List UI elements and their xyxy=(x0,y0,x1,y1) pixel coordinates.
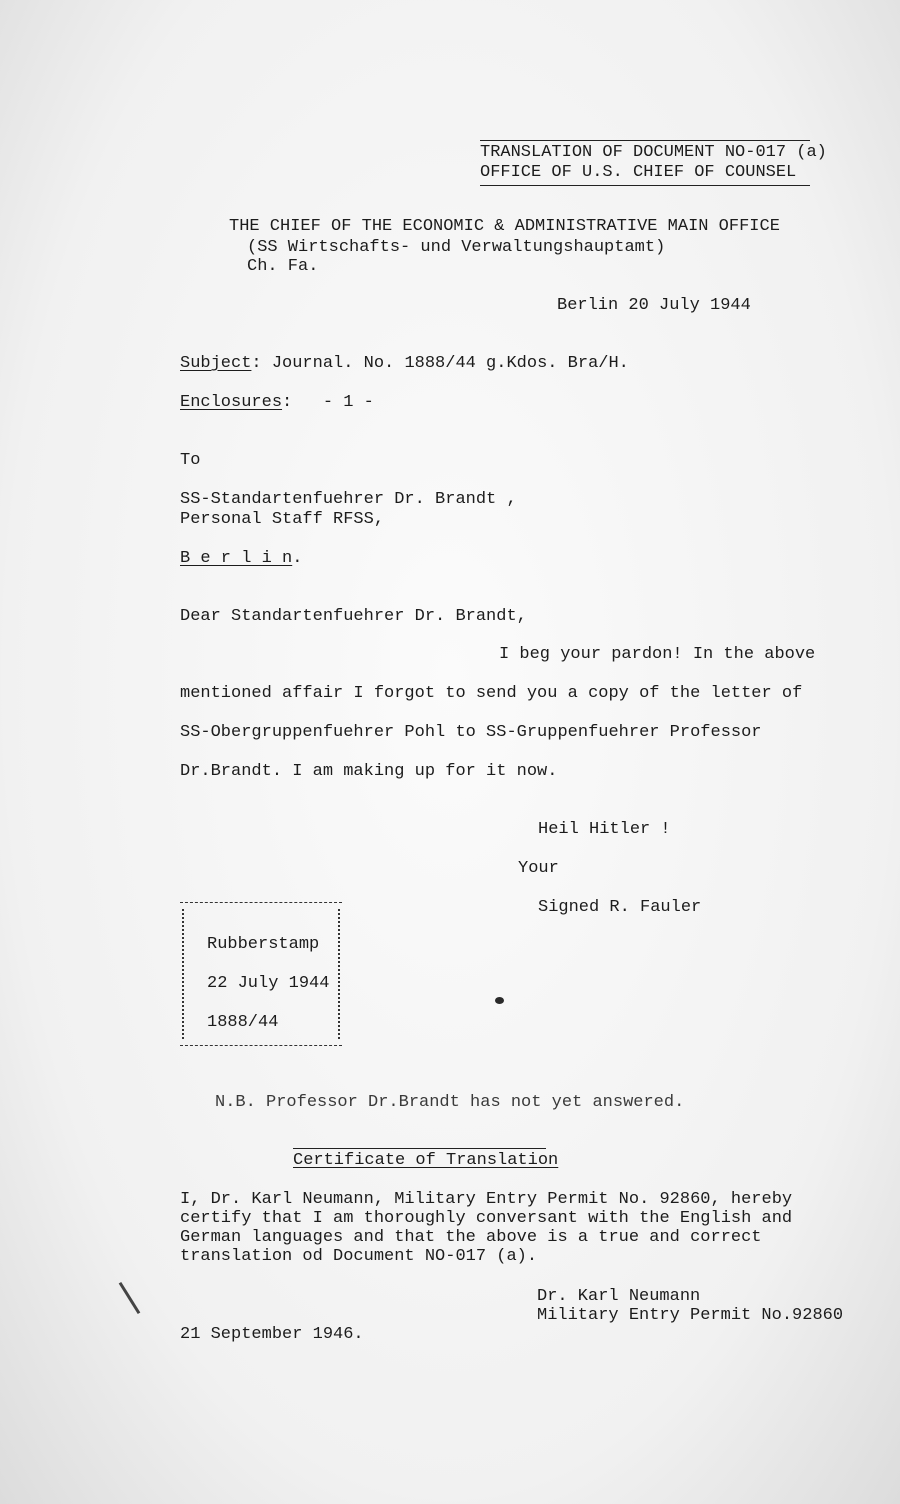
certificate-signer-name: Dr. Karl Neumann xyxy=(537,1287,701,1306)
certificate-title: Certificate of Translation xyxy=(293,1151,559,1170)
office-title: THE CHIEF OF THE ECONOMIC & ADMINISTRATIVE MAIN OFFICE xyxy=(229,217,780,236)
header-translation-line: TRANSLATION OF DOCUMENT NO-017 (a) xyxy=(480,143,827,162)
stamp-label: Rubberstamp xyxy=(207,935,320,954)
pen-stroke-mark xyxy=(119,1282,141,1314)
subject-label: Subject xyxy=(180,354,252,373)
certificate-signer-permit: Military Entry Permit No.92860 xyxy=(537,1306,844,1325)
ink-blot xyxy=(495,997,504,1004)
recipient-city-punct: . xyxy=(292,549,303,568)
closing-signature: Signed R. Fauler xyxy=(538,898,702,917)
closing-greeting: Heil Hitler ! xyxy=(538,820,671,839)
stamp-date: 22 July 1944 xyxy=(207,974,330,993)
certificate-date: 21 September 1946. xyxy=(180,1325,364,1344)
recipient-city-line xyxy=(180,549,302,569)
header-bottom-rule xyxy=(480,185,810,186)
stamp-number: 1888/44 xyxy=(207,1013,279,1032)
to-label: To xyxy=(180,451,201,470)
note-line: N.B. Professor Dr.Brandt has not yet answered. xyxy=(215,1093,685,1112)
certificate-line-2: certify that I am thoroughly conversant with the English and xyxy=(180,1209,793,1228)
recipient-city: B e r l i n xyxy=(180,549,293,568)
header-top-rule xyxy=(480,140,810,141)
salutation: Dear Standartenfuehrer Dr. Brandt, xyxy=(180,607,527,626)
body-line-1: I beg your pardon! In the above xyxy=(499,645,816,664)
certificate-top-rule xyxy=(293,1148,546,1149)
recipient-staff: Personal Staff RFSS, xyxy=(180,510,385,529)
enclosures-line xyxy=(180,393,374,413)
subject-value: : Journal. No. 1888/44 g.Kdos. Bra/H. xyxy=(251,354,629,373)
certificate-line-1: I, Dr. Karl Neumann, Military Entry Permit No. 92860, hereby xyxy=(180,1190,793,1209)
office-reference: Ch. Fa. xyxy=(247,257,319,276)
enclosures-value: : - 1 - xyxy=(282,393,374,412)
header-office-line: OFFICE OF U.S. CHIEF OF COUNSEL xyxy=(480,163,797,182)
office-subtitle: (SS Wirtschafts- und Verwaltungshauptamt) xyxy=(247,238,666,257)
body-line-4: Dr.Brandt. I am making up for it now. xyxy=(180,762,558,781)
body-line-2: mentioned affair I forgot to send you a copy of the letter of xyxy=(180,684,803,703)
letter-date: Berlin 20 July 1944 xyxy=(557,296,751,315)
document-header xyxy=(480,138,827,188)
closing-your: Your xyxy=(518,859,559,878)
body-line-3: SS-Obergruppenfuehrer Pohl to SS-Gruppenfuehrer Professor xyxy=(180,723,762,742)
enclosures-label: Enclosures xyxy=(180,393,283,412)
certificate-line-4: translation od Document NO-017 (a). xyxy=(180,1247,538,1266)
subject-line xyxy=(180,354,629,374)
certificate-line-3: German languages and that the above is a true and correct xyxy=(180,1228,762,1247)
rubber-stamp-box xyxy=(180,902,342,1046)
recipient-name: SS-Standartenfuehrer Dr. Brandt , xyxy=(180,490,517,509)
